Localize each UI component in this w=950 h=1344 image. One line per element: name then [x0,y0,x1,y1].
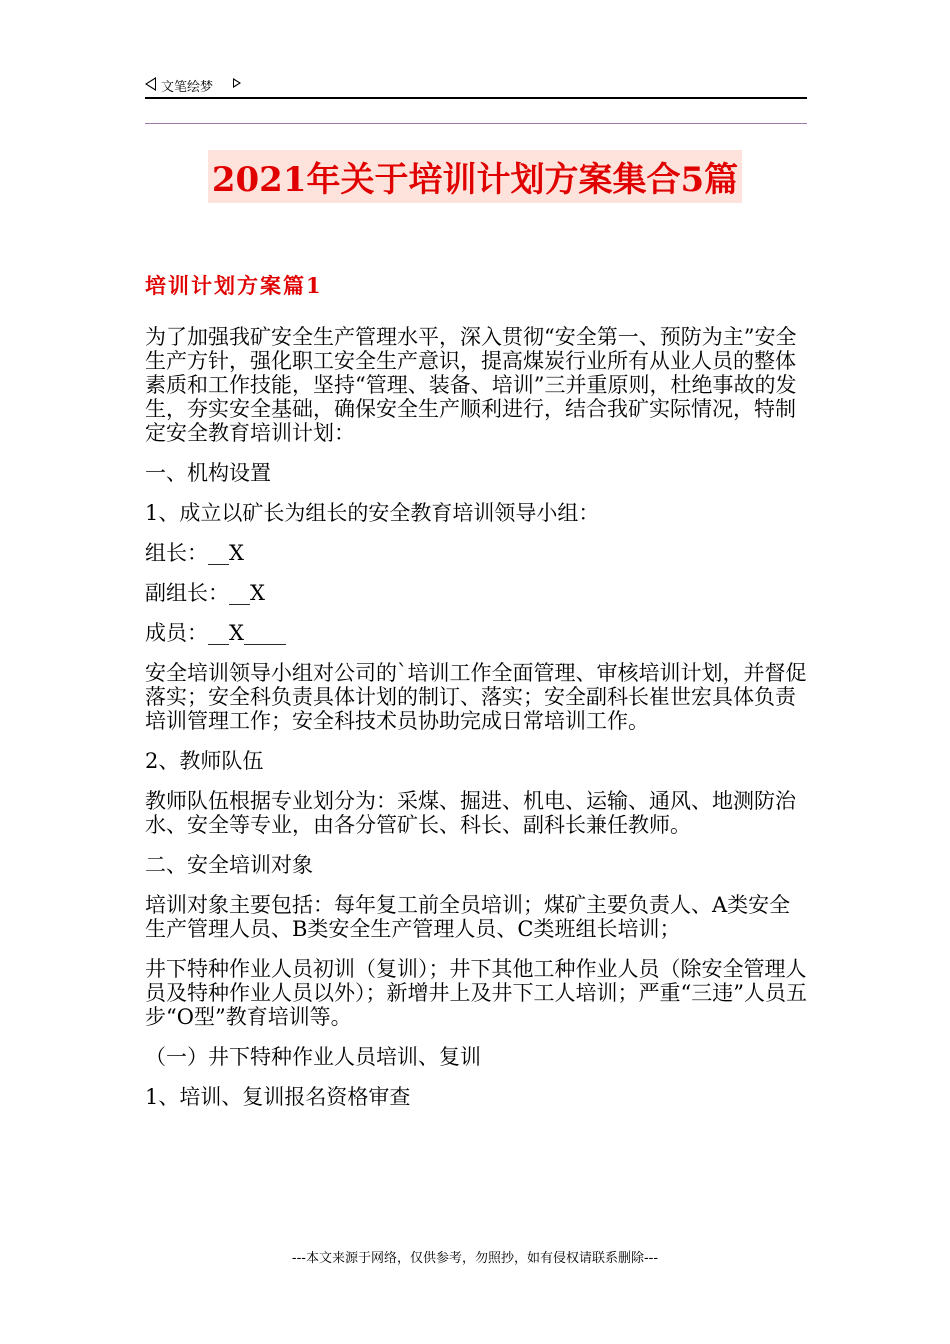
paragraph-group: 1、成立以矿长为组长的安全教育培训领导小组： [145,501,600,525]
heading-special-workers: （一）井下特种作业人员培训、复训 [145,1045,481,1069]
heading-organization: 一、机构设置 [145,461,271,485]
paragraph-leader: 组长：__X [145,541,244,565]
brand-label: 文笔绘梦 [161,80,214,95]
page-footer: ---本文来源于网络，仅供参考，勿照抄，如有侵权请联系删除--- [291,1251,659,1266]
document-body [145,325,810,1125]
paragraph-targets-more: 井下特种作业人员初训（复训）；井下其他工种作业人员（除安全管理人员及特种作业人员以外）；新增井上及井下工人培训；严重“三违”人员五步“O型”教育培训等。 [145,957,807,1029]
paragraph-intro: 为了加强我矿安全生产管理水平，深入贯彻“安全第一、预防为主”安全生产方针，强化职工安全生产意识，提高煤炭行业所有从业人员的整体素质和工作技能，坚持“管理、装备、培训”三并重原则，杜绝事故的发生，夯实安全基础，确保安全生产顺利进行，结合我矿实际情况，特制定安全教育培训计划： [145,325,797,445]
paragraph-members: 成员：__X____ [145,621,286,645]
document-title-wrap [0,150,950,203]
header-rule [145,97,807,99]
heading-targets: 二、安全培训对象 [145,853,313,877]
paragraph-teachers: 教师队伍根据专业划分为：采煤、掘进、机电、运输、通风、地测防治水、安全等专业，由各分管矿长、科长、副科长兼任教师。 [145,789,796,837]
paragraph-targets: 培训对象主要包括：每年复工前全员培训；煤矿主要负责人、A类安全生产管理人员、B类安全生产管理人员、C类班组长培训； [145,893,791,941]
paragraph-responsibility: 安全培训领导小组对公司的`培训工作全面管理、审核培训计划，并督促落实；安全科负责具体计划的制订、落实；安全副科长崔世宏具体负责培训管理工作；安全科技术员协助完成日常培训工作。 [145,661,807,733]
heading-teachers: 2、教师队伍 [145,749,264,773]
triangle-left-icon [145,77,156,91]
section-heading: 培训计划方案篇1 [145,273,323,298]
triangle-right-icon [233,78,241,88]
paragraph-deputy: 副组长：__X [145,581,265,605]
header-divider [145,123,807,124]
heading-registration: 1、培训、复训报名资格审查 [145,1085,411,1109]
page-header [145,74,807,98]
document-title: 2021年关于培训计划方案集合5篇 [208,150,742,203]
